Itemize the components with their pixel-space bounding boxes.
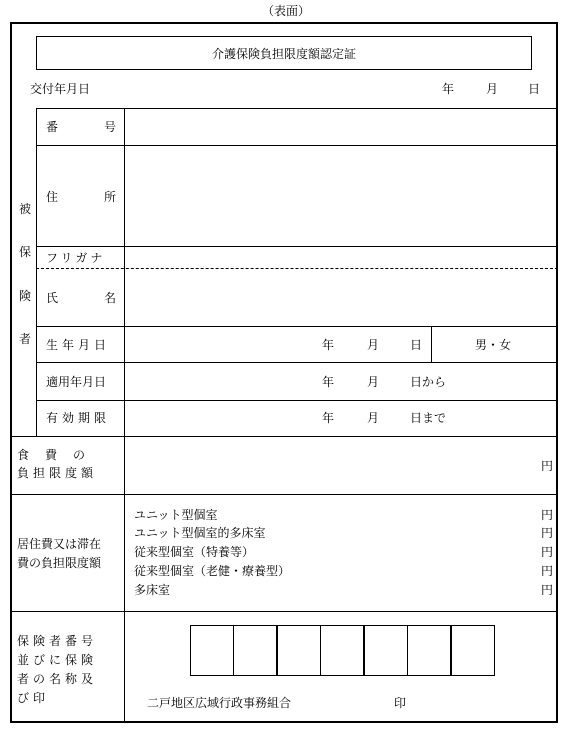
residence-item-unit: 円 [541,583,554,597]
food-unit: 円 [541,459,554,473]
residence-item-unit: 円 [541,564,554,578]
row-line [10,611,558,612]
row-line [36,362,558,363]
insured-group-label: 被 [18,202,31,216]
insurer-label-line2: 並びに保険 [17,653,98,667]
valid-month-label: 月 [367,411,380,425]
valid-year-label: 年 [322,411,335,425]
insurer-number-digit-box [320,625,364,676]
insurer-number-digit-box [407,625,451,676]
issue-day-label: 日 [528,82,541,96]
address-label: 住 [46,190,59,204]
apply-month-label: 月 [367,375,380,389]
row-line [36,326,558,327]
row-line [36,145,558,146]
col-line [36,108,37,436]
residence-item-unit: 円 [541,545,554,559]
row-line [36,108,558,109]
furigana-dashed-line [36,268,558,269]
apply-year-label: 年 [322,375,335,389]
insured-group-label: 保 [18,245,31,259]
insurer-label-line4: び印 [17,691,50,705]
insurer-number-digit-box [277,625,321,676]
issue-year-label: 年 [442,82,455,96]
header-label: （表面） [262,4,311,18]
insured-group-label: 者 [18,332,31,346]
birth-month-label: 月 [367,338,380,352]
insurer-number-digit-box [190,625,234,676]
number-label: 号 [104,120,117,134]
food-label-line2: 負担限度額 [17,466,98,480]
issue-date-label: 交付年月日 [30,82,91,96]
valid-period-label: 有効期限 [46,411,111,425]
insurer-name: 二戸地区広域行政事務組合 [147,696,292,710]
residence-item-label: ユニット型個室的多床室 [134,526,266,540]
col-line [431,326,432,362]
apply-date-label: 適用年月日 [46,375,107,389]
residence-item-unit: 円 [541,526,554,540]
col-line [124,108,125,723]
residence-item-label: 多床室 [134,583,171,597]
row-line [10,436,558,437]
insurer-number-digit-box [451,625,495,676]
residence-item-label: ユニット型個室 [134,508,218,522]
birth-day-label: 日 [410,338,423,352]
insurer-label-line1: 保険者番号 [17,634,98,648]
title-box [36,36,532,70]
name-label: 名 [104,291,117,305]
valid-day-label: 日まで [410,411,447,425]
row-line [10,494,558,495]
insurer-seal-label: 印 [394,696,407,710]
furigana-label: フリガナ [46,251,106,265]
issue-month-label: 月 [486,82,499,96]
residence-item-label: 従来型個室（老健・療養型） [134,564,291,578]
row-line [36,400,558,401]
insurer-label-line3: 者の名称及 [17,672,98,686]
name-label: 氏 [46,291,59,305]
sex-label: 男・女 [475,338,512,352]
number-label: 番 [46,120,59,134]
food-label-line1: 食 費 の [17,448,88,462]
document-title: 介護保険負担限度額認定証 [211,46,356,61]
insurer-number-digit-box [364,625,408,676]
address-label: 所 [104,190,117,204]
birth-date-label: 生年月日 [46,338,111,352]
insured-group-label: 険 [18,289,31,303]
residence-item-label: 従来型個室（特養等） [134,545,255,559]
apply-day-label: 日から [410,375,447,389]
residence-item-unit: 円 [541,508,554,522]
residence-label-line1: 居住費又は滞在 [17,537,102,551]
residence-label-line2: 費の負担限度額 [17,556,102,570]
certificate-frame [10,22,558,723]
insurer-number-digit-box [233,625,277,676]
birth-year-label: 年 [322,338,335,352]
row-line [36,246,558,247]
